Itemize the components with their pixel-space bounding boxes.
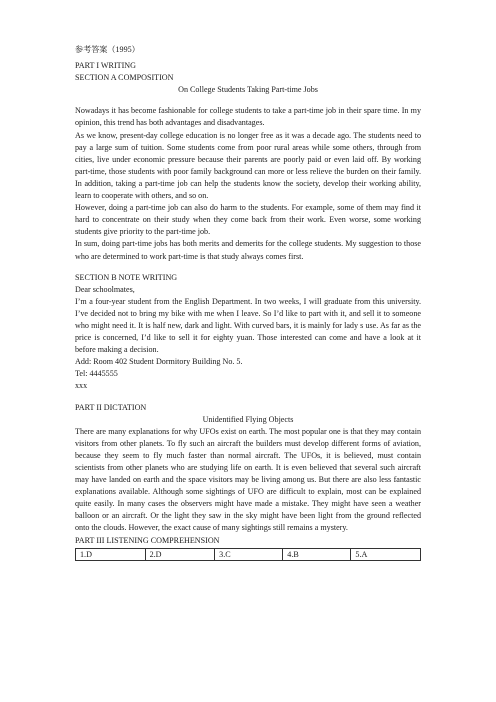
essay-paragraph-2: As we know, present-day college education is no longer free as it was a decade ago. The students need to pay a large sum of tuition. Some students come from poor rural areas while some others, through from cities, live under economic pressure because their parents are poorly paid or even laid off. By working part-time, those students with poor family background can more or less relieve the burden on their family. In addition, taking a part-time job can help the students know the society, develop their working ability, learn to cooperate with others, and so on. bbox=[75, 130, 421, 201]
answer-cell-5: 5.A bbox=[351, 548, 421, 560]
part3-title: PART III LISTENING COMPREHENSION bbox=[75, 535, 220, 545]
section-a-title: SECTION A COMPOSITION bbox=[75, 73, 174, 83]
table-row bbox=[76, 548, 421, 560]
essay-paragraph-1: Nowadays it has become fashionable for college students to take a part-time job in their spare time. In my opinion, this trend has both advantages and disadvantages. bbox=[75, 106, 421, 128]
document-content bbox=[75, 44, 421, 561]
header-note: 参考答案（1995） bbox=[75, 45, 140, 54]
section-b-title: SECTION B NOTE WRITING bbox=[75, 272, 178, 282]
essay-title: On College Students Taking Part-time Jobs bbox=[178, 85, 318, 95]
answer-cell-1: 1.D bbox=[76, 548, 146, 560]
note-telephone: Tel: 4445555 bbox=[75, 369, 118, 379]
part1-title: PART I WRITING bbox=[75, 61, 136, 71]
note-body: I’m a four-year student from the English Department. In two weeks, I will graduate from this university. I’ve decided not to bring my bike with me when I leave. So I’d like to part with it, and sell it to someone who might need it. It is half new, dark and light. With curved bars, it is mainly for lady s use. As far as the price is concerned, I’d like to sell it for eighty yuan. Those interested can come and have a look at it before making a decision. bbox=[75, 296, 421, 355]
answer-table bbox=[75, 548, 421, 561]
essay-paragraph-3: However, doing a part-time job can also do harm to the students. For example, some of them may find it hard to concentrate on their study when they come back from their work. Even worse, some working students give priority to the part-time job. bbox=[75, 203, 421, 237]
note-signature: xxx bbox=[75, 381, 88, 391]
answer-cell-3: 3.C bbox=[215, 548, 283, 560]
note-greeting: Dear schoolmates, bbox=[75, 284, 135, 294]
answer-cell-2: 2.D bbox=[145, 548, 215, 560]
dictation-text: There are many explanations for why UFOs exist on earth. The most popular one is that they may contain visitors from other planets. To fly such an aircraft the builders must develop different forms of aviation, because they seem to fly much faster than normal aircraft. The UFOs, it is believed, must contain scientists from other planets who are studying life on earth. It is even believed that several such aircraft may have landed on earth and the space visitors may be living among us. But there are also less fantastic explanations available. Although some sightings of UFO are difficult to explain, most can be explained quite easily. In many cases the observers might have made a mistake. They might have seen a weather balloon or an aircraft. Or the light they saw in the sky might have been light from the ground reflected onto the clouds. However, the exact cause of many sightings still remains a mystery. bbox=[75, 426, 421, 533]
part2-title: PART II DICTATION bbox=[75, 402, 147, 412]
note-address: Add: Room 402 Student Dormitory Building No. 5. bbox=[75, 357, 243, 367]
essay-paragraph-4: In sum, doing part-time jobs has both merits and demerits for the college students. My suggestion to those who are determined to work part-time is that study always comes first. bbox=[75, 239, 421, 261]
dictation-title: Unidentified Flying Objects bbox=[202, 414, 294, 424]
answer-cell-4: 4.B bbox=[283, 548, 351, 560]
